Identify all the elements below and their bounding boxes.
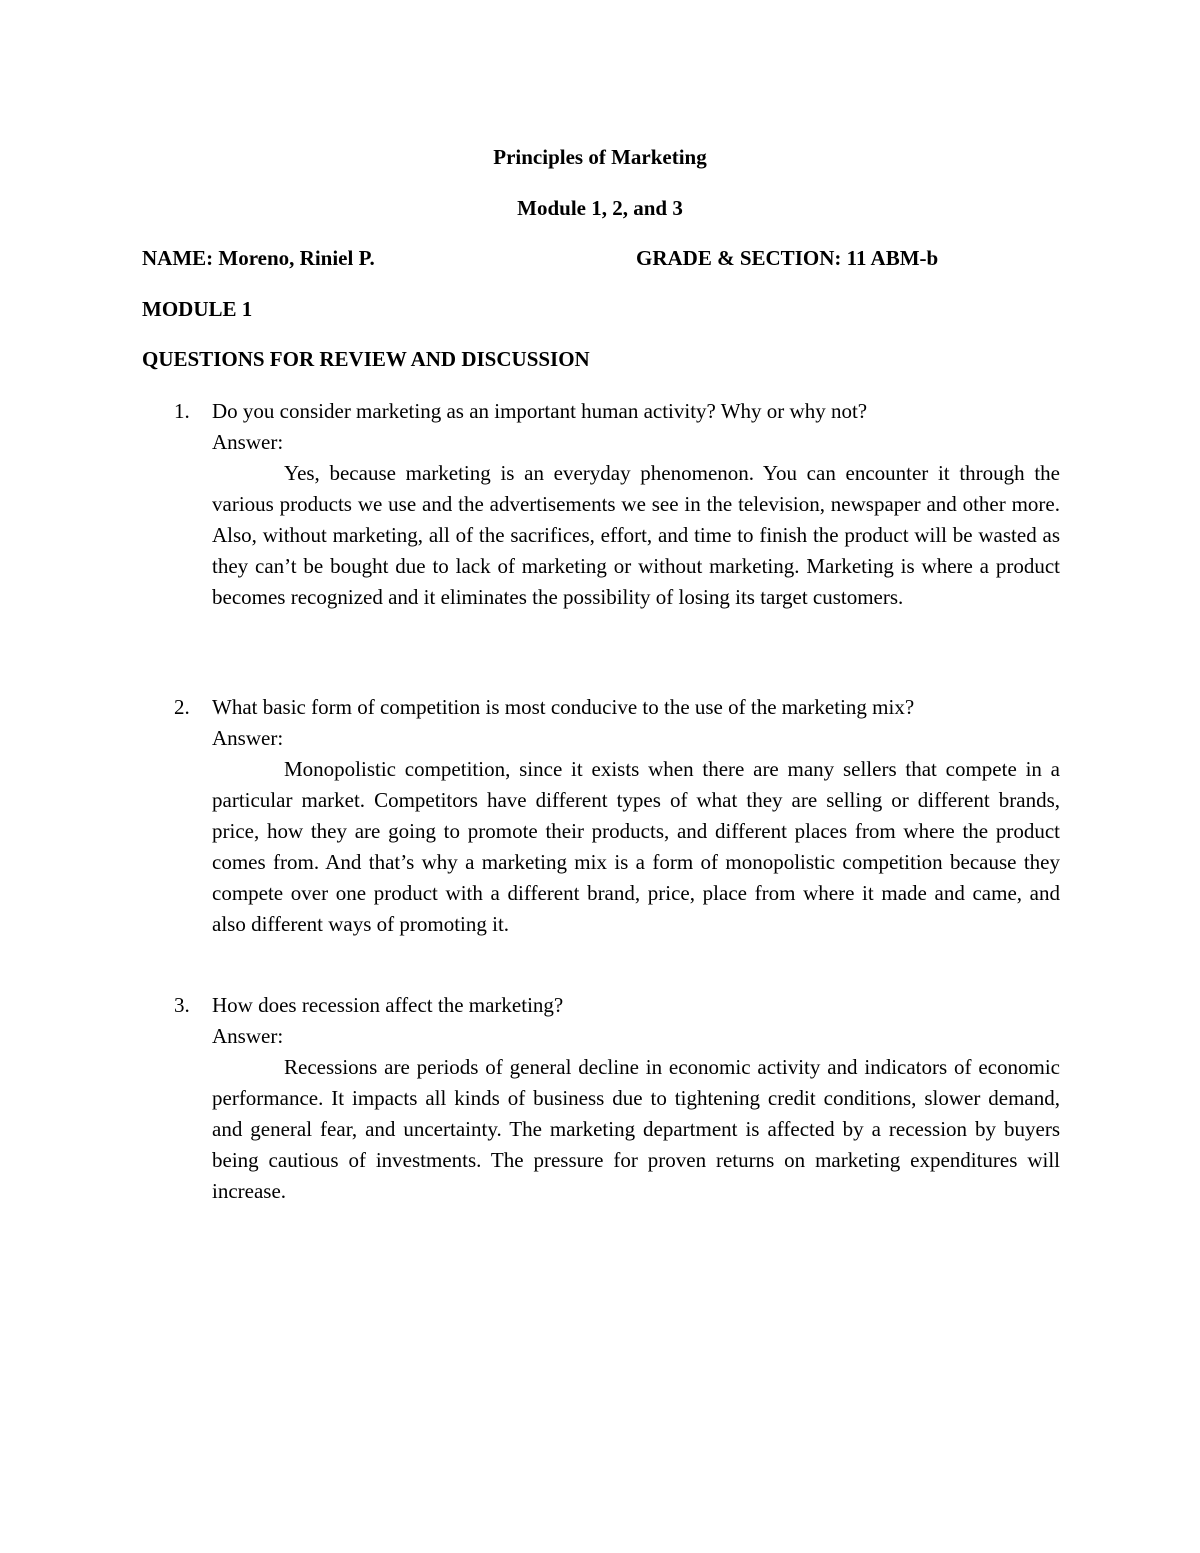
answer-label: Answer:	[212, 726, 284, 750]
question-block-1	[142, 396, 1060, 613]
question-number: 3.	[174, 993, 190, 1017]
document-title: Principles of Marketing	[493, 145, 707, 169]
answer-label: Answer:	[212, 430, 284, 454]
question-line	[142, 990, 1060, 1021]
grade-section: GRADE & SECTION: 11 ABM-b	[636, 246, 939, 270]
question-number: 1.	[174, 399, 190, 423]
question-line	[142, 396, 1060, 427]
document-subtitle: Module 1, 2, and 3	[517, 196, 683, 220]
question-text: How does recession affect the marketing?	[212, 993, 564, 1017]
answer-text: Recessions are periods of general decline in economic activity and indicators of economic performance. It impacts all kinds of business due to tightening credit conditions, slower demand, and general fear, and uncertainty. The marketing department is affected by a recession by buyers being cautious of investments. The pressure for proven returns on marketing expenditures will increase.	[212, 1055, 1060, 1203]
answer-text: Monopolistic competition, since it exists when there are many sellers that compete in a particular market. Competitors have different types of what they are selling or different brands, price, how they are going to promote their products, and different places from where the product comes from. And that’s why a marketing mix is a form of monopolistic competition because they compete over one product with a different brand, price, place from where it made and came, and also different ways of promoting it.	[212, 757, 1060, 936]
question-block-3	[142, 990, 1060, 1207]
question-line	[142, 692, 1060, 723]
question-text: Do you consider marketing as an important human activity? Why or why not?	[212, 399, 868, 423]
module-heading: MODULE 1	[142, 297, 253, 321]
answer-label: Answer:	[212, 1024, 284, 1048]
question-text: What basic form of competition is most conducive to the use of the marketing mix?	[212, 695, 915, 719]
section-heading: QUESTIONS FOR REVIEW AND DISCUSSION	[142, 347, 590, 371]
student-name: NAME: Moreno, Riniel P.	[142, 246, 375, 270]
answer-text: Yes, because marketing is an everyday phenomenon. You can encounter it through the various products we use and the advertisements we see in the television, newspaper and other more. Also, without marketing, all of the sacrifices, effort, and time to finish the product will be wasted as they can’t be bought due to lack of marketing or without marketing. Marketing is where a product becomes recognized and it eliminates the possibility of losing its target customers.	[212, 461, 1060, 609]
question-block-2	[142, 692, 1060, 940]
question-number: 2.	[174, 695, 190, 719]
